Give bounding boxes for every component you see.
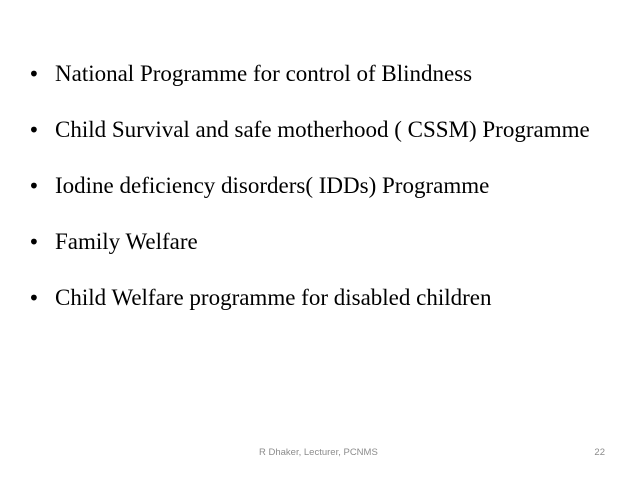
bullet-text: Child Welfare programme for disabled children [55, 285, 492, 310]
list-item [28, 270, 628, 326]
bullet-icon: • [28, 62, 40, 86]
bullet-icon: • [28, 230, 40, 254]
bullet-text: National Programme for control of Blindness [55, 61, 473, 86]
list-item [28, 102, 595, 158]
page-number: 22 [594, 447, 605, 458]
bullet-icon: • [28, 174, 40, 198]
bullet-list [28, 46, 628, 326]
list-item [28, 158, 628, 214]
bullet-text: Child Survival and safe motherhood ( CSSM) Programme [55, 117, 590, 142]
list-item [28, 214, 628, 270]
slide-footer: R Dhaker, Lecturer, PCNMS [259, 447, 378, 458]
bullet-icon: • [28, 118, 40, 142]
bullet-icon: • [28, 286, 40, 310]
bullet-text: Iodine deficiency disorders( IDDs) Programme [55, 173, 490, 198]
list-item [28, 46, 628, 102]
bullet-text: Family Welfare [55, 229, 198, 254]
